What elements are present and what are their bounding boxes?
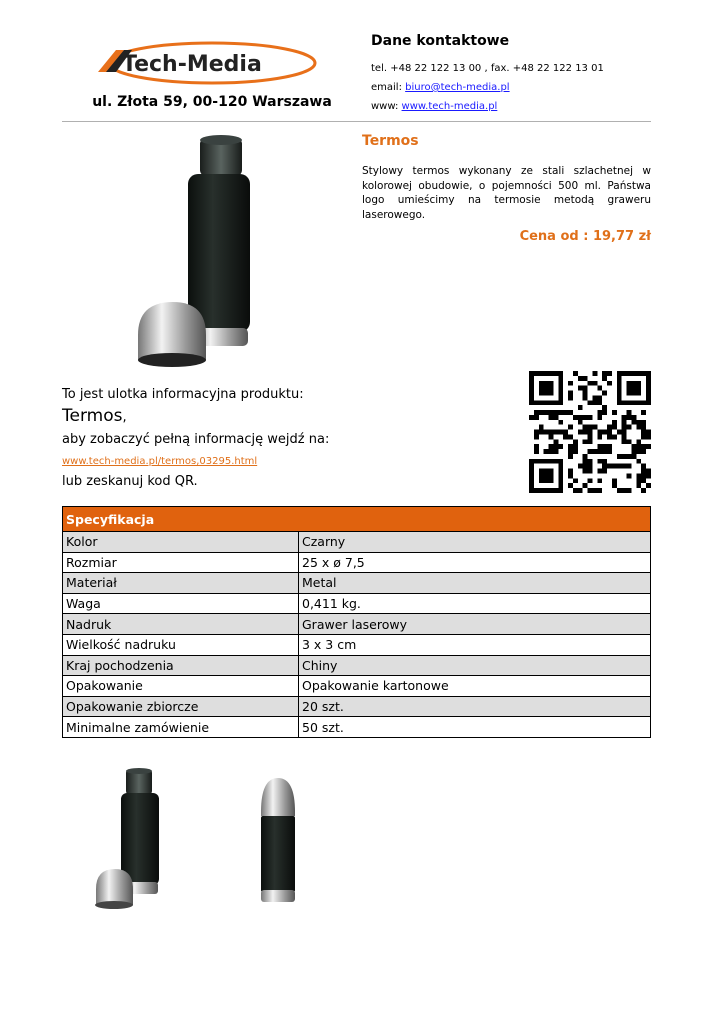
email-link[interactable]: biuro@tech-media.pl bbox=[405, 82, 510, 93]
logo-text: Tech-Media bbox=[122, 52, 262, 77]
company-logo bbox=[94, 40, 318, 86]
flyer-info bbox=[62, 386, 512, 491]
product-description: Stylowy termos wykonany ze stali szlachetnej w kolorowej obudowie, o pojemności 500 ml. Państwa logo umieścimy na termosie metodą graweru laserowego. bbox=[362, 165, 651, 221]
spec-key: Materiał bbox=[63, 573, 299, 594]
contact-www-line bbox=[371, 97, 671, 116]
spec-value: Metal bbox=[299, 573, 651, 594]
product-title: Termos bbox=[362, 133, 419, 149]
company-address: ul. Złota 59, 00-120 Warszawa bbox=[92, 94, 332, 110]
spec-row bbox=[63, 614, 651, 635]
spec-row bbox=[63, 696, 651, 717]
flyer-scan-text: lub zeskanuj kod QR. bbox=[62, 474, 198, 489]
spec-key: Rozmiar bbox=[63, 552, 299, 573]
flyer-intro: To jest ulotka informacyjna produktu: bbox=[62, 387, 304, 402]
spec-row bbox=[63, 717, 651, 738]
contact-email-line bbox=[371, 78, 671, 97]
spec-key: Wielkość nadruku bbox=[63, 634, 299, 655]
spec-row bbox=[63, 676, 651, 697]
flyer-comma: , bbox=[122, 410, 127, 425]
contact-phone: tel. +48 22 122 13 00 , fax. +48 22 122 13 01 bbox=[371, 63, 604, 74]
spec-value: Grawer laserowy bbox=[299, 614, 651, 635]
product-price: Cena od : 19,77 zł bbox=[519, 229, 651, 244]
header-divider bbox=[62, 121, 651, 122]
product-photo bbox=[118, 130, 328, 375]
contact-title: Dane kontaktowe bbox=[371, 33, 510, 49]
spec-value: 3 x 3 cm bbox=[299, 634, 651, 655]
email-label: email: bbox=[371, 82, 406, 93]
spec-value: Chiny bbox=[299, 655, 651, 676]
spec-key: Opakowanie zbiorcze bbox=[63, 696, 299, 717]
flyer-product-name: Termos bbox=[62, 406, 123, 426]
spec-row bbox=[63, 573, 651, 594]
spec-value: 20 szt. bbox=[299, 696, 651, 717]
spec-value: 0,411 kg. bbox=[299, 593, 651, 614]
spec-value: Czarny bbox=[299, 532, 651, 553]
spec-key: Nadruk bbox=[63, 614, 299, 635]
www-label: www: bbox=[371, 101, 402, 112]
spec-row bbox=[63, 634, 651, 655]
spec-key: Kraj pochodzenia bbox=[63, 655, 299, 676]
product-thumbnail-closed bbox=[255, 772, 301, 908]
flyer-product-name-line bbox=[62, 404, 512, 430]
contact-block bbox=[371, 33, 671, 116]
spec-row bbox=[63, 532, 651, 553]
spec-key: Kolor bbox=[63, 532, 299, 553]
product-thumbnail-open bbox=[93, 765, 165, 913]
spec-value: Opakowanie kartonowe bbox=[299, 676, 651, 697]
spec-key: Waga bbox=[63, 593, 299, 614]
spec-value: 25 x ø 7,5 bbox=[299, 552, 651, 573]
spec-table bbox=[62, 506, 651, 738]
flyer-instruction: aby zobaczyć pełną informację wejdź na: bbox=[62, 432, 330, 447]
spec-key: Minimalne zamówienie bbox=[63, 717, 299, 738]
qr-code bbox=[529, 371, 651, 493]
spec-row bbox=[63, 655, 651, 676]
spec-key: Opakowanie bbox=[63, 676, 299, 697]
www-link[interactable]: www.tech-media.pl bbox=[401, 101, 498, 112]
spec-header: Specyfikacja bbox=[63, 507, 651, 532]
spec-value: 50 szt. bbox=[299, 717, 651, 738]
spec-row bbox=[63, 552, 651, 573]
spec-row bbox=[63, 593, 651, 614]
product-link[interactable]: www.tech-media.pl/termos,03295.html bbox=[62, 456, 258, 467]
